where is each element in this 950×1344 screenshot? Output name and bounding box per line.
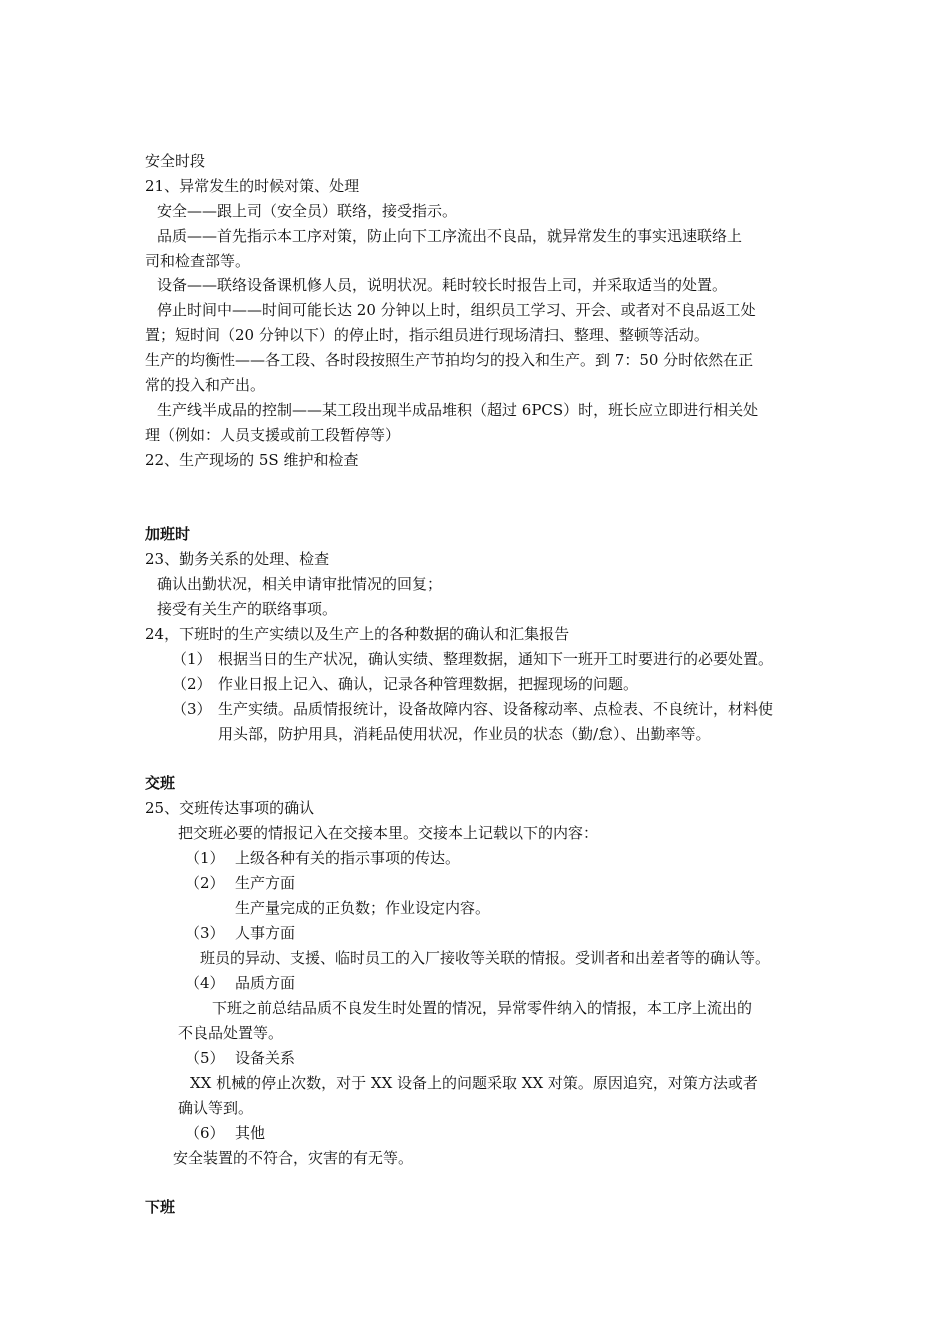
- item-25-heading: 25、交班传达事项的确认: [145, 799, 315, 817]
- list-detail-continuation: 确认等到。: [178, 1099, 254, 1117]
- list-text: 根据当日的生产状况，确认实绩、整理数据，通知下一班开工时要进行的必要处置。: [218, 650, 774, 668]
- section-title-safety: 安全时段: [145, 152, 206, 170]
- list-number: （6）: [185, 1124, 225, 1142]
- list-number: （2）: [172, 675, 212, 693]
- list-text: 作业日报上记入、确认，记录各种管理数据，把握现场的问题。: [218, 675, 639, 693]
- para-stop-line1: 停止时间中——时间可能长达 20 分钟以上时，组织员工学习、开会、或者对不良品返工处: [157, 301, 756, 319]
- list-detail-continuation: 不良品处置等。: [178, 1024, 284, 1042]
- section-title-offwork: 下班: [145, 1198, 176, 1216]
- para-contact: 接受有关生产的联络事项。: [157, 600, 338, 618]
- para-handover-intro: 把交班必要的情报记入在交接本里。交接本上记载以下的内容：: [178, 824, 599, 842]
- list-detail: 班员的异动、支援、临时员工的入厂接收等关联的情报。受训者和出差者等的确认等。: [200, 949, 771, 967]
- list-item: [185, 872, 295, 894]
- list-detail: 安全装置的不符合，灾害的有无等。: [173, 1149, 414, 1167]
- list-number: （5）: [185, 1049, 225, 1067]
- list-item: [185, 1122, 265, 1144]
- list-text: 人事方面: [235, 924, 296, 942]
- para-stop-line2: 置；短时间（20 分钟以下）的停止时，指示组员进行现场清扫、整理、整顿等活动。: [145, 326, 709, 344]
- list-text: 品质方面: [235, 974, 296, 992]
- list-item: [172, 648, 773, 670]
- list-number: （3）: [172, 700, 212, 718]
- para-balance-line2: 常的投入和产出。: [145, 376, 266, 394]
- list-item: [185, 847, 460, 869]
- list-item: [172, 698, 773, 720]
- list-number: （4）: [185, 974, 225, 992]
- section-title-handover: 交班: [145, 774, 176, 792]
- para-quality-line1: 品质——首先指示本工序对策，防止向下工序流出不良品，就异常发生的事实迅速联络上: [157, 227, 743, 245]
- list-number: （1）: [172, 650, 212, 668]
- list-text: 设备关系: [235, 1049, 296, 1067]
- list-text: 上级各种有关的指示事项的传达。: [235, 849, 461, 867]
- section-title-overtime: 加班时: [145, 525, 191, 543]
- list-item: [185, 972, 295, 994]
- para-balance-line1: 生产的均衡性——各工段、各时段按照生产节拍均匀的投入和生产。到 7：50 分时依然在正: [145, 351, 754, 369]
- list-text-continuation: 用头部，防护用具，消耗品使用状况，作业员的状态（勤/怠）、出勤率等。: [218, 725, 711, 743]
- list-text: 生产方面: [235, 874, 296, 892]
- item-22-heading: 22、生产现场的 5S 维护和检查: [145, 451, 359, 469]
- para-wip-line1: 生产线半成品的控制——某工段出现半成品堆积（超过 6PCS）时，班长应立即进行相关处: [157, 401, 759, 419]
- list-text: 生产实绩。品质情报统计，设备故障内容、设备稼动率、点检表、不良统计，材料使: [218, 700, 774, 718]
- list-number: （1）: [185, 849, 225, 867]
- item-24-heading: 24，下班时的生产实绩以及生产上的各种数据的确认和汇集报告: [145, 625, 570, 643]
- list-item: [185, 1047, 295, 1069]
- list-detail: 生产量完成的正负数；作业设定内容。: [235, 899, 491, 917]
- list-detail: XX 机械的停止次数，对于 XX 设备上的问题采取 XX 对策。原因追究，对策方法或者: [190, 1074, 758, 1092]
- list-number: （3）: [185, 924, 225, 942]
- item-21-heading: 21、异常发生的时候对策、处理: [145, 177, 360, 195]
- list-item: [172, 673, 638, 695]
- item-23-heading: 23、勤务关系的处理、检查: [145, 550, 330, 568]
- para-wip-line2: 理（例如：人员支援或前工段暂停等）: [145, 426, 401, 444]
- list-text: 其他: [235, 1124, 266, 1142]
- para-equipment: 设备——联络设备课机修人员，说明状况。耗时较长时报告上司，并采取适当的处置。: [157, 276, 728, 294]
- para-safety: 安全——跟上司（安全员）联络，接受指示。: [157, 202, 458, 220]
- para-quality-line2: 司和检查部等。: [145, 252, 251, 270]
- list-item: [185, 922, 295, 944]
- list-detail: 下班之前总结品质不良发生时处置的情况，异常零件纳入的情报，本工序上流出的: [212, 999, 753, 1017]
- para-attendance: 确认出勤状况，相关申请审批情况的回复；: [157, 575, 443, 593]
- list-number: （2）: [185, 874, 225, 892]
